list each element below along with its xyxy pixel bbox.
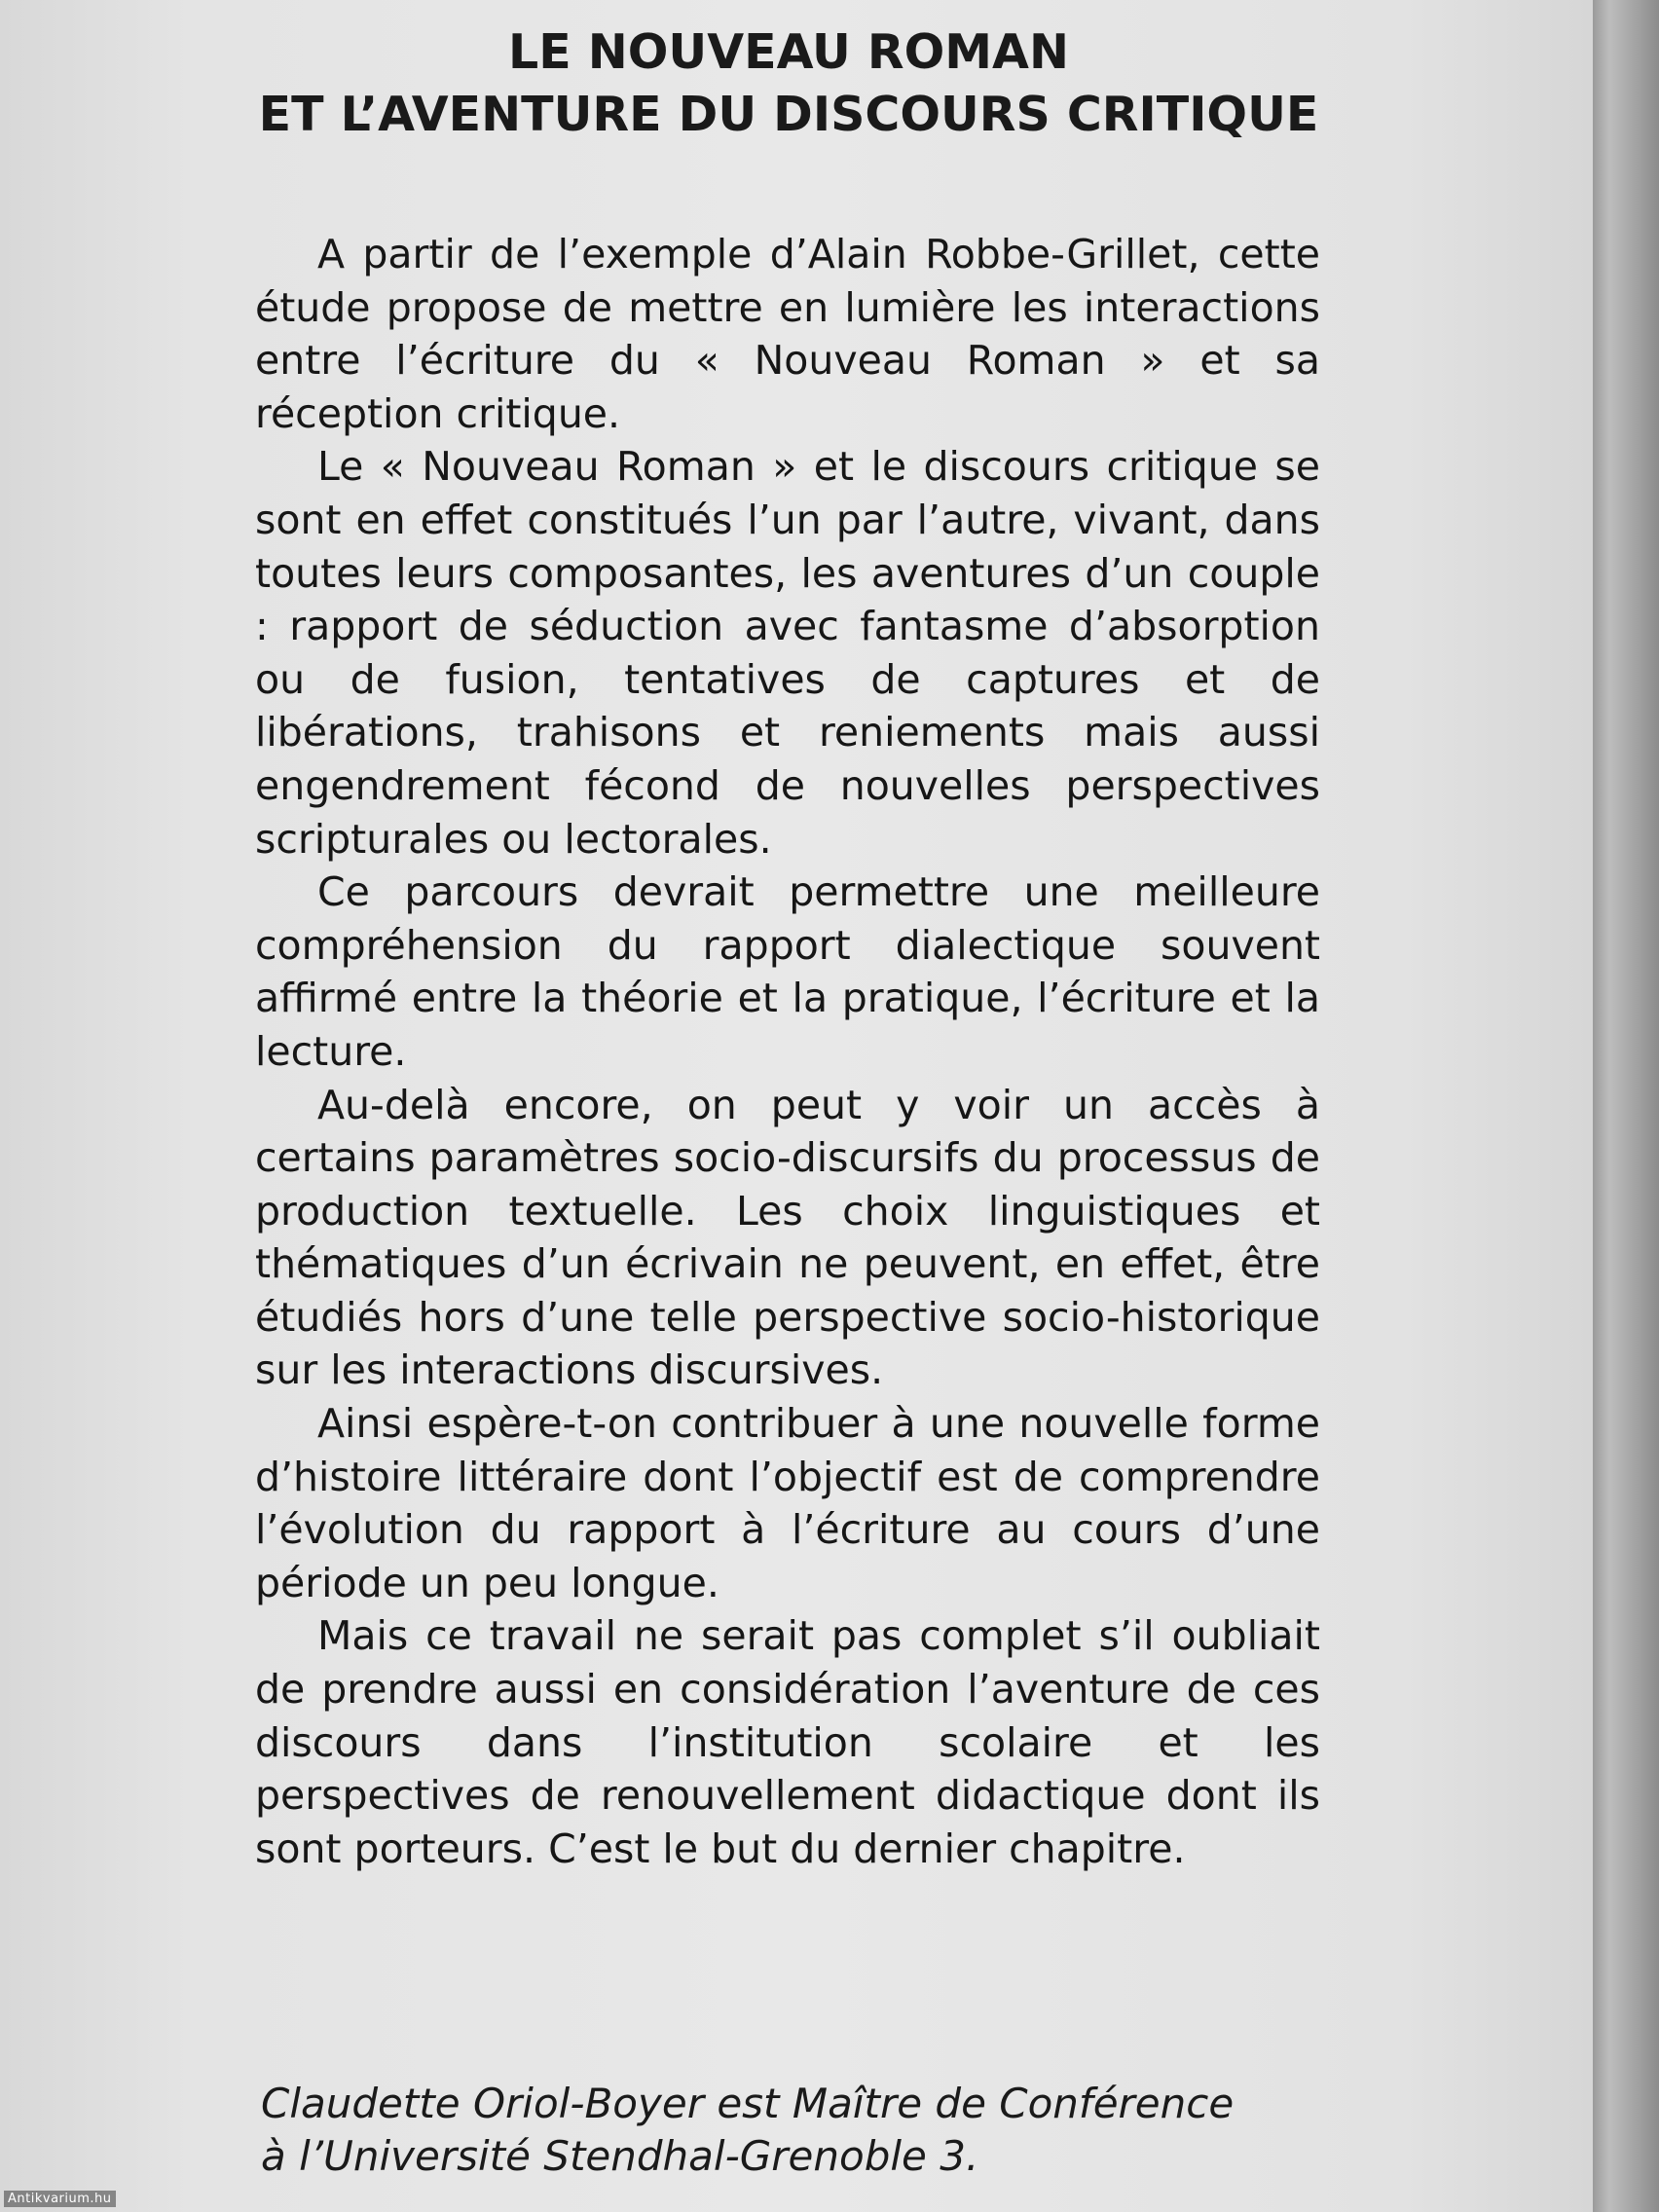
paragraph-5: Ainsi espère-t-on contribuer à une nouvelle forme d’histoire littéraire dont l’objectif est de comprendre l’évolution du rapport à l’écriture au cours d’une période un peu longue. <box>255 1400 1320 1606</box>
paragraph-2: Le « Nouveau Roman » et le discours critique se sont en effet constitués l’un par l’autre, vivant, dans toutes leurs composantes, les aventures d’un couple : rapport de séduction avec fantasme d’absorption ou de fusion, tentatives de captures et de libérations, trahisons et reniements mais aussi engendrement fécond de nouvelles perspectives scripturales ou lectorales. <box>255 443 1320 863</box>
source-watermark: Antikvarium.hu <box>4 2191 116 2207</box>
paragraph-6: Mais ce travail ne serait pas complet s’il oubliait de prendre aussi en considération l’aventure de ces discours dans l’institution scolaire et les perspectives de renouvellement didactique dont ils sont porteurs. C’est le but du dernier chapitre. <box>255 1612 1320 1872</box>
title-line-2: ET L’AVENTURE DU DISCOURS CRITIQUE <box>258 87 1319 142</box>
author-line-1: Claudette Oriol-Boyer est Maître de Conférence <box>261 2080 1235 2127</box>
title-line-1: LE NOUVEAU ROMAN <box>508 24 1069 80</box>
book-title <box>195 21 1382 146</box>
author-line-2: à l’Université Stendhal-Grenoble 3. <box>261 2132 979 2180</box>
blurb-text <box>255 228 1320 1875</box>
book-spine-edge <box>1593 0 1659 2212</box>
author-note <box>261 2078 1318 2183</box>
paragraph-4: Au-delà encore, on peut y voir un accès à certains paramètres socio-discursifs du processus de production textuelle. Les choix linguistiques et thématiques d’un écrivain ne peuvent, en effet, être étudiés hors d’une telle perspective socio-historique sur les interactions discursives. <box>255 1081 1320 1394</box>
paragraph-3: Ce parcours devrait permettre une meilleure compréhension du rapport dialectique souvent affirmé entre la théorie et la pratique, l’écriture et la lecture. <box>255 868 1320 1075</box>
paragraph-1: A partir de l’exemple d’Alain Robbe-Grillet, cette étude propose de mettre en lumière les interactions entre l’écriture du « Nouveau Roman » et sa réception critique. <box>255 231 1320 437</box>
